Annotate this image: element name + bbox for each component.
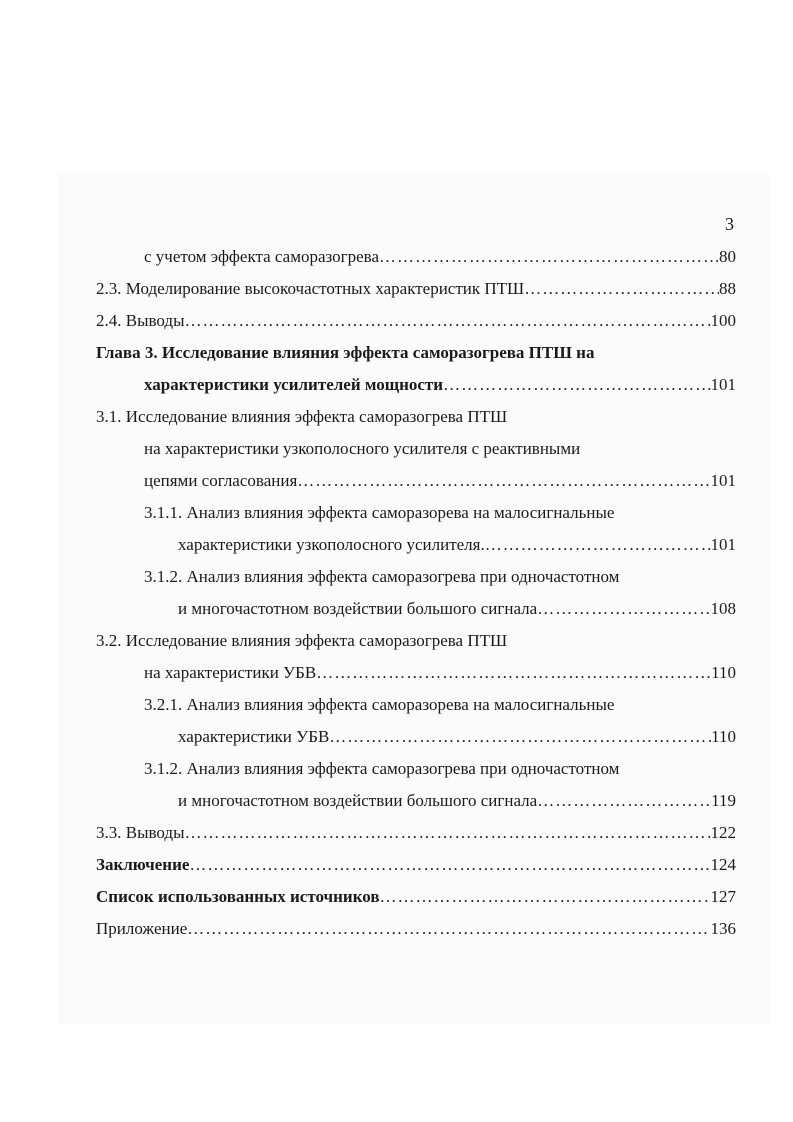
toc-dot-leader [189,849,710,881]
toc-entry [96,625,736,657]
toc-entry-title: Приложение [96,919,188,938]
toc-entry-title: 3.2. Исследование влияния эффекта саморазогрева ПТШ [96,631,508,650]
toc-dot-leader [185,305,711,337]
toc-entry-title: и многочастотном воздействии большого сигнала [178,791,538,810]
toc-entry [96,689,736,721]
toc-entry [96,913,736,945]
toc-entry [96,465,736,497]
toc-entry-title: с учетом эффекта саморазогрева [144,247,380,266]
toc-entry-title: и многочастотном воздействии большого сигнала [178,599,538,618]
toc-entry [96,497,736,529]
toc-entry-title: характеристики узкополосного усилителя. [178,535,485,554]
toc-entry [96,337,736,369]
toc-entry-page: 122 [710,823,736,842]
toc-entry-page: 88 [719,279,736,298]
toc-entry-title: 3.2.1. Анализ влияния эффекта саморазорева на малосигнальные [144,695,615,714]
toc-dot-leader [443,369,710,401]
toc-entry [96,657,736,689]
toc-dot-leader [524,273,719,305]
toc-entry [96,785,736,817]
toc-dot-leader [537,593,710,625]
toc-dot-leader [329,721,711,753]
toc-dot-leader [485,529,711,561]
toc-entry-title: Глава 3. Исследование влияния эффекта саморазогрева ПТШ на [96,343,595,362]
toc-entry [96,241,736,273]
toc-entry-title: 3.1.2. Анализ влияния эффекта саморазогрева при одночастотном [144,567,620,586]
toc-dot-leader [537,785,711,817]
toc-entry-title: 3.1. Исследование влияния эффекта саморазогрева ПТШ [96,407,508,426]
toc-entry-page: 101 [710,471,736,490]
toc-dot-leader [185,817,711,849]
toc-entry [96,881,736,913]
toc-entry-title: 3.1.2. Анализ влияния эффекта саморазогрева при одночастотном [144,759,620,778]
toc-entry-page: 110 [711,663,736,682]
toc-dot-leader [316,657,711,689]
toc-dot-leader [297,465,710,497]
toc-entry [96,401,736,433]
toc-entry [96,817,736,849]
toc-entry-title: на характеристики УБВ [144,663,317,682]
toc-entry-title: 2.3. Моделирование высокочастотных характеристик ПТШ [96,279,525,298]
toc-entry-title: Список использованных источников [96,887,380,906]
toc-entry-title: 2.4. Выводы [96,311,185,330]
toc-entry-page: 108 [710,599,736,618]
page-number: 3 [725,214,734,234]
toc-entry [96,433,736,465]
toc-entry [96,561,736,593]
toc-entry-title: Заключение [96,855,190,874]
toc-entry-page: 100 [710,311,736,330]
toc-dot-leader [380,881,711,913]
toc-entry-page: 124 [710,855,736,874]
toc-entry-title: на характеристики узкополосного усилителя с реактивными [144,439,581,458]
toc-entry [96,721,736,753]
toc-entry-title: 3.3. Выводы [96,823,185,842]
toc-dot-leader [379,241,719,273]
toc-dot-leader [187,913,710,945]
toc-entry [96,529,736,561]
toc-entry [96,593,736,625]
toc-entry-title: 3.1.1. Анализ влияния эффекта саморазорева на малосигнальные [144,503,615,522]
toc-entry-page: 127 [710,887,736,906]
toc-entry-title: характеристики УБВ [178,727,330,746]
toc-entry-page: 80 [719,247,736,266]
toc-entry-page: 101 [710,535,736,554]
table-of-contents [96,241,736,945]
toc-entry [96,273,736,305]
toc-entry-title: характеристики усилителей мощности [144,375,444,394]
toc-entry [96,305,736,337]
toc-entry [96,753,736,785]
toc-entry-page: 136 [710,919,736,938]
toc-entry [96,849,736,881]
toc-entry [96,369,736,401]
toc-entry-title: цепями согласования [144,471,298,490]
toc-entry-page: 110 [711,727,736,746]
toc-entry-page: 119 [711,791,736,810]
toc-entry-page: 101 [710,375,736,394]
